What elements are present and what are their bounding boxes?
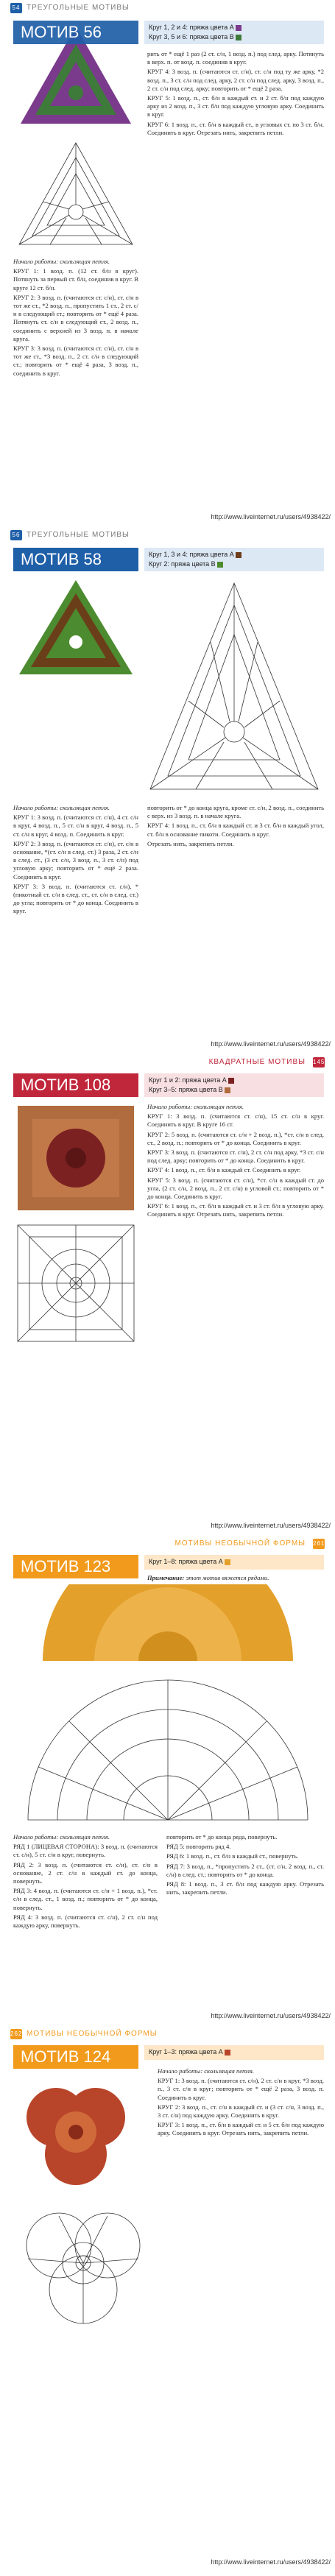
motif-photo: [13, 1584, 322, 1665]
yarn-line-1: Круг 1, 2 и 4: пряжа цвета А: [149, 23, 320, 32]
yarn-legend: [144, 1555, 324, 1570]
section-title: ТРЕУГОЛЬНЫЕ МОТИВЫ: [27, 4, 130, 12]
round-text: КРУГ 1: 3 возд. п. (считаются ст. с/н), 15 ст. с/н в круг. Соединить в круг. В круге 16 ст.: [147, 1112, 324, 1129]
watermark: http://www.liveinternet.ru/users/4938422/: [211, 1040, 331, 1048]
round-text: КРУГ 3: 3 возд. п. (считаются ст. с/н), ст. с/н в тот же ст., *3 возд. п., 2 ст. с/н в следующий ст.; повторить от * ещё 4 раза, 3 возд. п., соединить в круг.: [13, 345, 138, 377]
page-number: 145: [313, 1057, 325, 1068]
yarn-line-1: Круг 1–8: пряжа цвета А: [149, 1557, 320, 1567]
yarn-line-1: Круг 1, 3 и 4: пряжа цвета А: [149, 550, 320, 560]
round-text: рить от * ещё 1 раз (2 ст. с/н, 1 возд. п.) под след. арку. Потянуть в верх. п. от возд. п. соединив в круг.: [147, 50, 324, 66]
flower-motif-image: [13, 2075, 138, 2192]
round-text: КРУГ 3: 3 возд. п. (считаются ст. с/н), *(пикотный ст. с/н в след. ст., ст. с/н в след. ст.) до угла; повторить от * до конца. Соединить в круг.: [13, 882, 138, 915]
watermark: http://www.liveinternet.ru/users/4938422/: [211, 1522, 331, 1529]
round-text: повторить от * до конца круга, кроме ст. с/н, 2 возд. п., соединить с верх. из 3 возд. п. в начале круга.: [147, 804, 324, 820]
round-text: РЯД 5: повторить ряд 4.: [166, 1843, 231, 1851]
watermark: http://www.liveinternet.ru/users/4938422/: [211, 513, 331, 521]
yarn-line-1: Круг 1 и 2: пряжа цвета А: [149, 1076, 320, 1085]
instructions-left: [13, 258, 138, 501]
page-number: 262: [10, 2029, 22, 2039]
round-text: повторить от * до конца ряда, повернуть.: [166, 1833, 278, 1841]
intro-text: Начало работы: скользящая петля.: [158, 2067, 255, 2075]
fan-motif-image: [13, 1584, 322, 1665]
note-text: этот мотив вяжется рядами.: [186, 1574, 269, 1581]
instructions-left: [13, 804, 138, 1028]
round-text: КРУГ 2: 3 возд. п. (считаются ст. с/н), ст. с/н в основание, *(ст. с/н в след. ст.) 3 раза, 2 ст. с/н в след. ст., (3 ст. с/н, 3 возд. п., 3 ст. с/н) под угловую арку; повторить от * ещё 2 раза. Соединить в круг.: [13, 839, 138, 881]
motif-title: МОТИВ 123: [13, 1555, 138, 1578]
instructions-right: [147, 1103, 324, 1346]
round-text: КРУГ 5: 1 возд. п., ст. б/н в каждый ст. и 2 ст. б/н под каждую арку из 2 возд. п., 3 ст. б/н под каждую угловую арку. Соединить в круг.: [147, 94, 324, 119]
motif-photo: [13, 2075, 138, 2192]
round-text: КРУГ 2: 3 возд. п. (считаются ст. с/н), ст. с/н в тот же ст., *2 возд. п., пропустить 1 ст., 2 ст. с/н в следующий ст.; повторить от * ещё 4 раза. Потянуть ст. с/н в следующий ст., 2 возд. п., соединить с верхней из 3 возд. п. в начале круга.: [13, 293, 138, 342]
round-text: КРУГ 2: 3 возд. п., ст. с/н в каждый ст. и (3 ст. с/н, 3 возд. п., 3 ст. с/н) под каждую арку. Соединить в круг.: [158, 2103, 324, 2120]
round-text: РЯД 4: 3 возд. п. (считаются ст. с/н), 2 ст. с/н под каждую арку, повернуть.: [13, 1913, 158, 1930]
page-number: 56: [10, 530, 22, 540]
round-text: РЯД 1 (ЛИЦЕВАЯ СТОРОНА): 3 возд. п. (считаются ст. с/н), 5 ст. с/н в круг, повернуть.: [13, 1843, 158, 1859]
page-number: 261: [313, 1539, 325, 1549]
yarn-legend: [144, 21, 324, 44]
round-text: РЯД 8: 1 возд. п., 3 ст. б/н под каждую арку. Отрезать нить, закрепить петли.: [166, 1880, 324, 1896]
yarn-legend: [144, 548, 324, 571]
watermark: http://www.liveinternet.ru/users/4938422/: [211, 2558, 331, 2566]
motif-photo: [13, 1103, 138, 1213]
instructions-right: [147, 50, 324, 499]
crochet-diagram: [13, 1221, 138, 1346]
page-motif-58: [0, 527, 335, 1035]
section-title: КВАДРАТНЫЕ МОТИВЫ: [208, 1058, 306, 1066]
page-motif-108: [0, 1054, 335, 1518]
round-text: КРУГ 6: 1 возд. п., ст. б/н в каждый ст., в угловых ст. по 3 ст. б/н. Соединить в круг. Отрезать нить, закрепить петли.: [147, 120, 324, 136]
round-text: РЯД 7: 3 возд. п., *пропустить 2 ст., (ст. с/н, 2 возд. п., ст. с/н) в след. ст.; повторить от * до конца.: [166, 1862, 324, 1878]
section-title: МОТИВЫ НЕОБЫЧНОЙ ФОРМЫ: [174, 1539, 306, 1548]
crochet-diagram: [13, 138, 138, 249]
round-text: КРУГ 3: 1 возд. п., ст. б/н в каждый ст. и 5 ст. б/н под каждую арку. Соединить в круг. Отрезать нить, закрепить петли.: [158, 2121, 324, 2137]
round-text: КРУГ 4: 3 возд. п. (считаются ст. с/н), ст. с/н под ту же арку, *2 возд. п., 3 ст. с/н под след. арку, 2 ст. с/н под след. арку, 3 возд. п., 2 ст. с/н под след. арку; повторить от * ещё 2 раза.: [147, 68, 324, 92]
motif-title: МОТИВ 108: [13, 1073, 138, 1097]
watermark: http://www.liveinternet.ru/users/4938422/: [211, 2012, 331, 2019]
motif-photo: [13, 576, 138, 679]
yarn-line-1: Круг 1–3: пряжа цвета А: [149, 2047, 320, 2057]
square-motif-image: [13, 1103, 138, 1213]
round-text: КРУГ 3: 3 возд. п. (считаются ст. с/н), 2 ст. с/н под арку, *3 ст. с/н под след. арку; повторить от * до конца. Соединить в круг.: [147, 1148, 324, 1165]
motif-title: МОТИВ 56: [13, 21, 138, 44]
triangle-motif-image: [13, 576, 138, 679]
section-header: [0, 527, 335, 543]
round-text: РЯД 3: 4 возд. п. (считаются ст. с/н + 1 возд. п.), *ст. с/н в след. ст., 1 возд. п.; повторить от * до конца, повернуть.: [13, 1887, 158, 1911]
round-text: КРУГ 1: 3 возд. п. (считаются ст. с/н), 4 ст. с/н в круг, 4 возд. п., 5 ст. с/н в круг, 4 возд. п., 5 ст. с/н в круг, 4 возд. п. Соединить в круг.: [13, 814, 138, 838]
round-text: КРУГ 6: 1 возд. п., ст. б/н в каждый ст. и 3 ст. б/н в угловую арку. Соединить в круг. Отрезать нить, закрепить петли.: [147, 1202, 324, 1218]
intro-text: Начало работы: скользящая петля.: [13, 258, 110, 265]
yarn-line-2: Круг 3, 5 и 6: пряжа цвета В: [149, 32, 320, 42]
instructions-right: [158, 2067, 324, 2347]
round-text: РЯД 2: 3 возд. п. (считаются ст. с/н), ст. с/н в основание, 2 ст. с/н в каждый ст. до конца, повернуть.: [13, 1860, 158, 1885]
page-number: 54: [10, 3, 22, 13]
section-header: [0, 2026, 335, 2042]
yarn-line-2: Круг 2: пряжа цвета В: [149, 560, 320, 569]
section-title: ТРЕУГОЛЬНЫЕ МОТИВЫ: [27, 531, 130, 539]
round-text: КРУГ 4: 1 возд. п., ст. б/н в каждый ст. и 3 ст. б/н в каждый угол, ст. б/н в основание пикоти. Соединить в круг.: [147, 822, 324, 838]
round-text: КРУГ 4: 1 возд. п., ст. б/н в каждый ст. Соединить в круг.: [147, 1166, 301, 1174]
page-motif-56: [0, 0, 335, 508]
instructions-right: [166, 1833, 324, 2000]
yarn-legend: [144, 1073, 324, 1097]
round-text: Отрезать нить, закрепить петли.: [147, 839, 234, 847]
motif-title: МОТИВ 58: [13, 548, 138, 571]
note-label: Примечание:: [147, 1574, 185, 1581]
intro-text: Начало работы: скользящая петля.: [13, 1833, 110, 1841]
page-motif-123: [0, 1536, 335, 2007]
round-text: КРУГ 1: 1 возд. п. (12 ст. б/н в круг). Потянуть за первый ст. б/н, соединив в круг. В круге 12 ст. б/н.: [13, 267, 138, 292]
crochet-diagram: [144, 576, 324, 797]
yarn-legend: [144, 2045, 324, 2060]
crochet-diagram: [13, 1673, 322, 1827]
section-title: МОТИВЫ НЕОБЫЧНОЙ ФОРМЫ: [27, 2030, 158, 2038]
section-header: [0, 1054, 335, 1070]
round-text: КРУГ 1: 3 возд. п. (считаются ст. с/н), 2 ст. с/н в круг, *3 возд. п., 3 ст. с/н в круг; повторить от * ещё 2 раза, 3 возд. п. Соединить в круг.: [158, 2077, 324, 2101]
round-text: КРУГ 5: 3 возд. п. (считаются ст. с/н), *ст. с/н в каждый ст. до угла, (2 ст. с/н, 2 возд. п., 2 ст. с/н) в угловой ст.; повторить от * до конца. Соединить в круг.: [147, 1176, 324, 1201]
round-text: КРУГ 2: 5 возд. п. (считаются ст. с/н + 2 возд. п.), *ст. с/н в след. ст., 2 возд. п.; повторить от * до конца. Соединить в круг.: [147, 1130, 324, 1146]
page-motif-124: [0, 2026, 335, 2541]
yarn-line-2: Круг 3–5: пряжа цвета В: [149, 1085, 320, 1095]
instructions-right: [147, 804, 324, 1028]
motif-title: МОТИВ 124: [13, 2045, 138, 2069]
crochet-diagram: [13, 2200, 153, 2340]
round-text: РЯД 6: 1 возд. п., ст. б/н в каждый ст., повернуть.: [166, 1852, 299, 1860]
section-header: [0, 1536, 335, 1552]
intro-text: Начало работы: скользящая петля.: [13, 804, 110, 811]
intro-text: Начало работы: скользящая петля.: [147, 1103, 244, 1110]
section-header: [0, 0, 335, 16]
instructions-left: [13, 1833, 158, 2000]
